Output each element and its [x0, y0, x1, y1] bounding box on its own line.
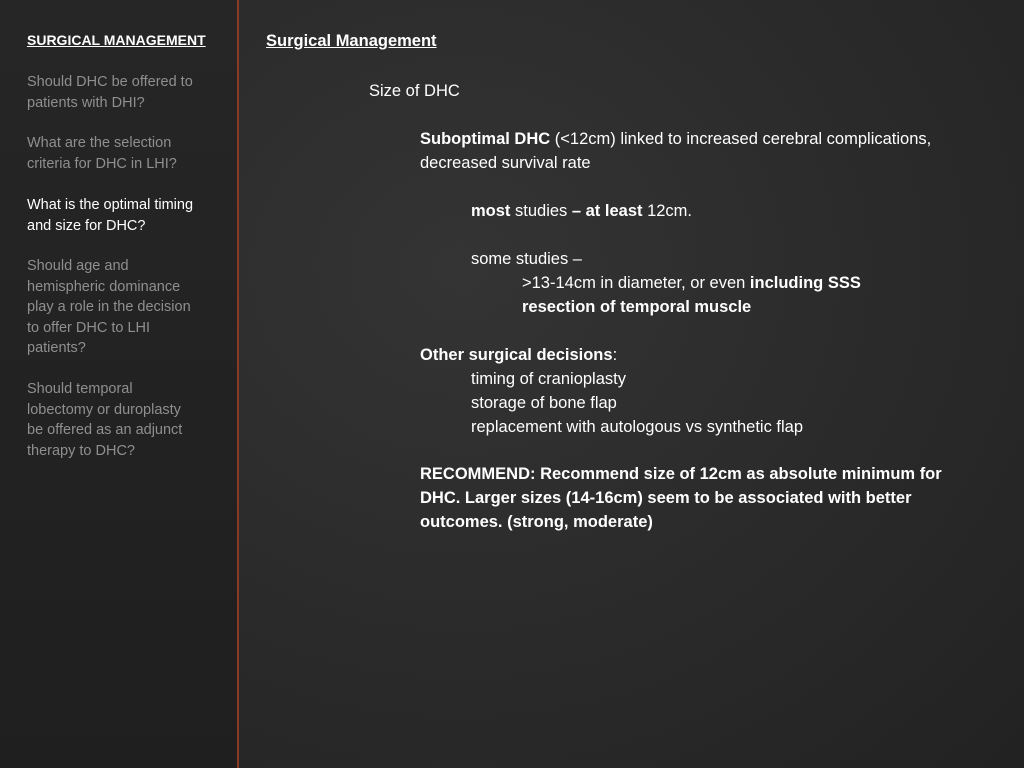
suboptimal-line-2: decreased survival rate: [420, 154, 591, 172]
question-line: What are the selection: [27, 135, 172, 151]
question-line: play a role in the decision: [27, 299, 191, 315]
sidebar-title: SURGICAL MANAGEMENT: [27, 32, 206, 48]
question-line: Should age and: [27, 258, 129, 274]
question-line: Should DHC be offered to: [27, 74, 193, 90]
sidebar-question-lobectomy[interactable]: [27, 379, 222, 461]
diameter-line: [522, 271, 861, 295]
diameter-text: >13-14cm in diameter, or even: [522, 274, 750, 292]
question-line: What is the optimal timing: [27, 197, 194, 213]
list-item: replacement with autologous vs synthetic flap: [471, 418, 804, 436]
sidebar-question-timing-size[interactable]: [27, 195, 222, 236]
question-line: criteria for DHC in LHI?: [27, 155, 177, 172]
colon-text: :: [612, 346, 618, 364]
recommendation-line: DHC. Larger sizes (14-16cm) seem to be associated with better: [420, 489, 912, 507]
question-line: to offer DHC to LHI: [27, 319, 151, 336]
at-least-label: – at least: [571, 202, 643, 220]
other-decisions-label: Other surgical decisions: [420, 346, 613, 364]
some-studies-line: some studies –: [471, 250, 582, 268]
most-label: most: [471, 202, 511, 220]
temporal-muscle-line: resection of temporal muscle: [522, 298, 752, 316]
sidebar-question-age-dominance[interactable]: [27, 256, 222, 359]
list-item: storage of bone flap: [471, 394, 617, 412]
size-text: 12cm.: [642, 202, 693, 220]
sidebar-question-selection-criteria[interactable]: [27, 133, 222, 174]
sidebar-question-dhc-offered[interactable]: [27, 72, 222, 113]
list-item: timing of cranioplasty: [471, 370, 626, 388]
question-line: patients?: [27, 340, 86, 356]
page-title: Surgical Management: [266, 32, 437, 50]
question-line: Should temporal: [27, 381, 133, 397]
section-heading: Size of DHC: [369, 82, 460, 100]
most-studies-line: [471, 199, 692, 223]
question-line: lobectomy or duroplasty: [27, 401, 181, 418]
question-line: be offered as an adjunct: [27, 422, 183, 438]
suboptimal-text: (<12cm) linked to increased cerebral complications,: [550, 130, 932, 148]
question-line: and size for DHC?: [27, 217, 146, 234]
recommendation-line: outcomes. (strong, moderate): [420, 513, 653, 531]
suboptimal-line: [420, 127, 931, 151]
sss-label: including SSS: [749, 274, 861, 292]
recommendation-line: RECOMMEND: Recommend size of 12cm as absolute minimum for: [420, 465, 942, 483]
other-decisions-line: [420, 343, 617, 367]
suboptimal-label: Suboptimal DHC: [420, 130, 551, 148]
question-line: hemispheric dominance: [27, 278, 181, 295]
question-line: therapy to DHC?: [27, 442, 135, 459]
studies-text: studies: [510, 202, 572, 220]
question-line: patients with DHI?: [27, 94, 145, 111]
sidebar-divider: [237, 0, 239, 768]
